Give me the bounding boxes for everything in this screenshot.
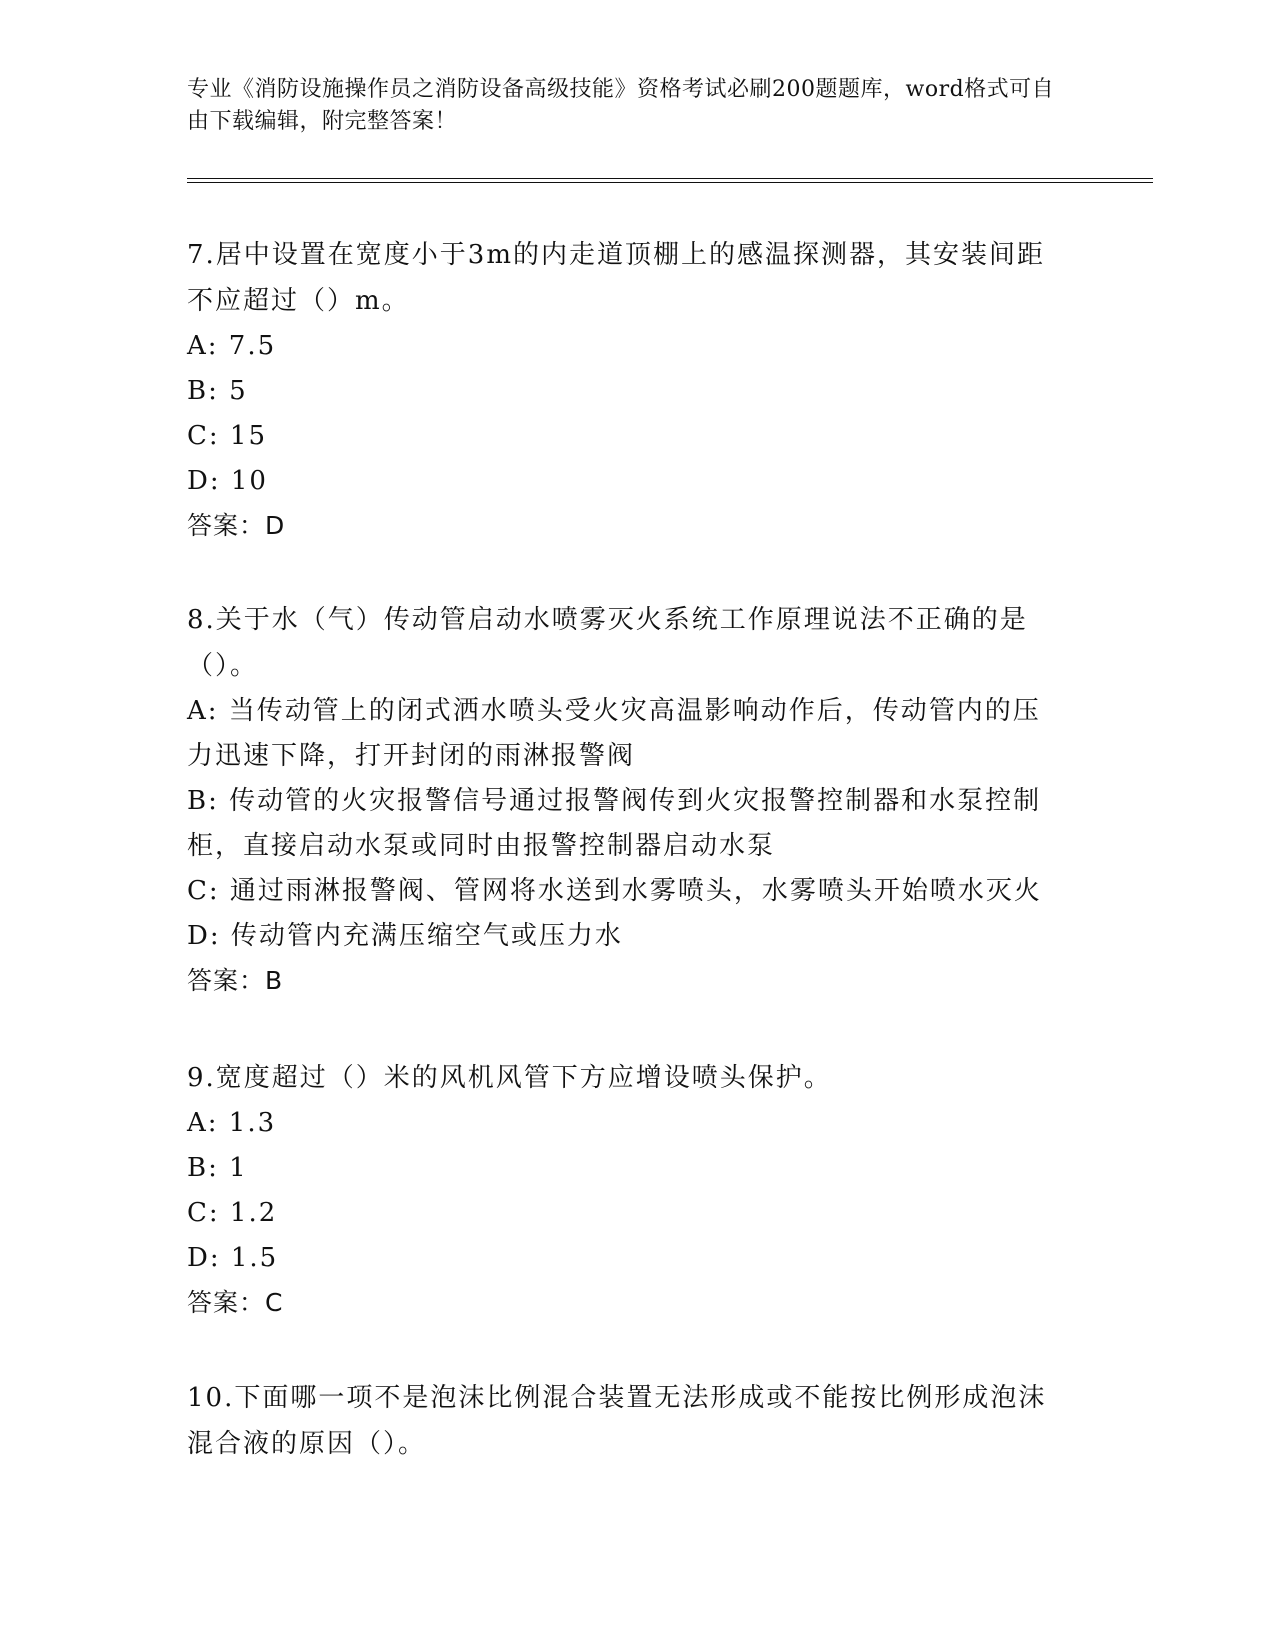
question-stem: 9.宽度超过（）米的风机风管下方应增设喷头保护。 xyxy=(187,1063,832,1093)
option-b: B: 5 xyxy=(187,376,248,406)
header-divider xyxy=(187,178,1153,183)
question-9 xyxy=(187,1055,1067,1325)
answer-label: 答案：D xyxy=(187,511,286,540)
question-8 xyxy=(187,597,1067,1003)
option-c: C: 1.2 xyxy=(187,1198,278,1228)
question-stem: 7.居中设置在宽度小于3m的内走道顶棚上的感温探测器，其安装间距不应超过（）m。 xyxy=(187,240,1046,316)
option-d: D: 传动管内充满压缩空气或压力水 xyxy=(187,921,623,951)
document-header: 专业《消防设施操作员之消防设备高级技能》资格考试必刷200题题库，word格式可自由下载编辑，附完整答案！ xyxy=(187,77,1055,134)
option-b: B: 1 xyxy=(187,1153,248,1183)
option-c: C: 15 xyxy=(187,421,268,451)
option-c: C: 通过雨淋报警阀、管网将水送到水雾喷头，水雾喷头开始喷水灭火 xyxy=(187,876,1042,906)
question-stem: 8.关于水（气）传动管启动水喷雾灭火系统工作原理说法不正确的是（）。 xyxy=(187,605,1028,681)
question-stem: 10.下面哪一项不是泡沫比例混合装置无法形成或不能按比例形成泡沫混合液的原因（）。 xyxy=(187,1383,1047,1459)
answer-label: 答案：B xyxy=(187,966,284,995)
option-b: B: 传动管的火灾报警信号通过报警阀传到火灾报警控制器和水泵控制柜，直接启动水泵或同时由报警控制器启动水泵 xyxy=(187,786,1042,861)
question-7 xyxy=(187,232,1067,548)
option-a: A: 当传动管上的闭式洒水喷头受火灾高温影响动作后，传动管内的压力迅速下降，打开封闭的雨淋报警阀 xyxy=(187,696,1041,771)
option-a: A: 7.5 xyxy=(187,331,277,361)
option-d: D: 1.5 xyxy=(187,1243,279,1273)
answer-label: 答案：C xyxy=(187,1288,284,1317)
question-10 xyxy=(187,1375,1067,1467)
option-a: A: 1.3 xyxy=(187,1108,277,1138)
option-d: D: 10 xyxy=(187,466,268,496)
